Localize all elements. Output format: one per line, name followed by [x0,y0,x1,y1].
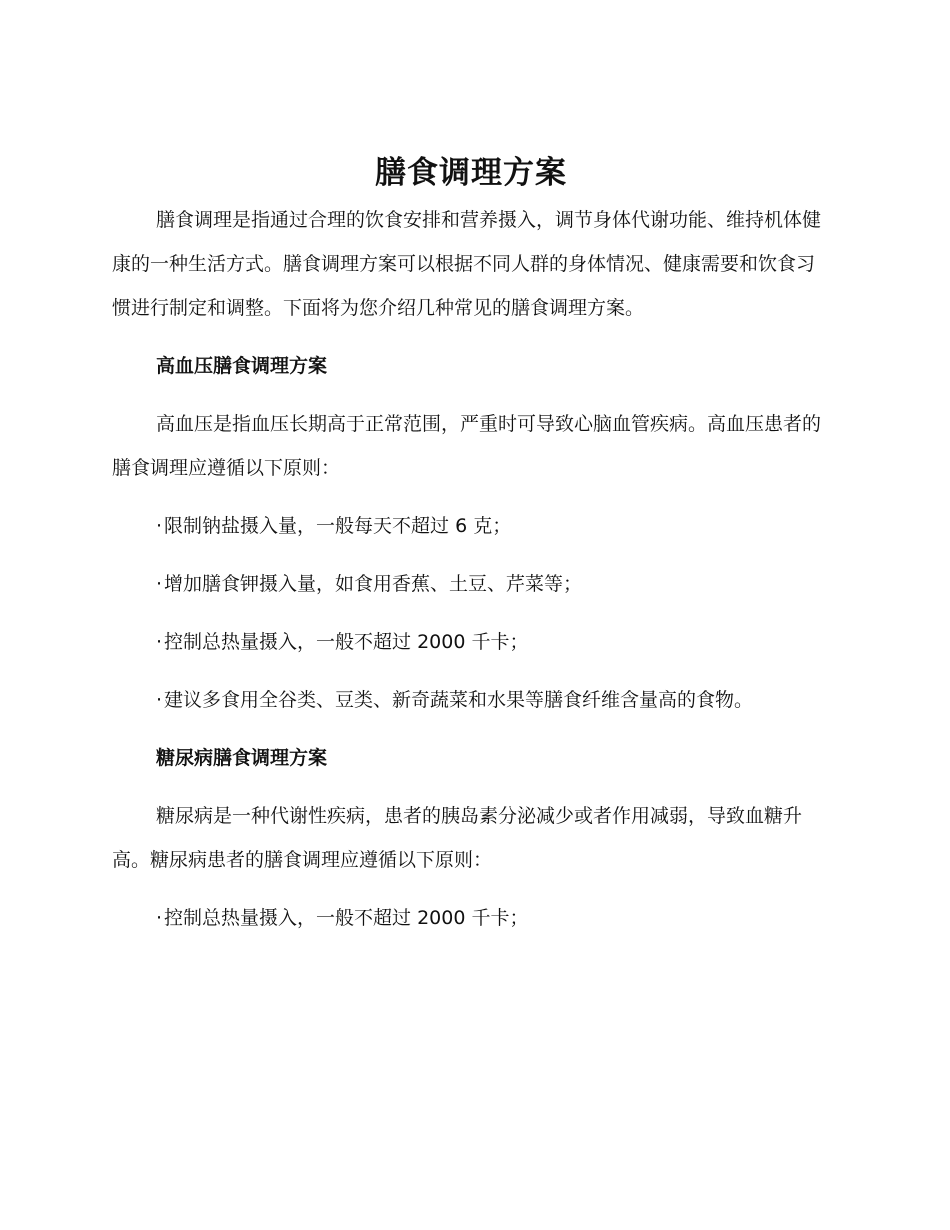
section-heading: 高血压膳食调理方案 [156,355,328,377]
bullet-icon: · [156,631,163,653]
list-item [112,620,830,664]
list-item [112,562,830,606]
section-diabetes [112,736,830,940]
list-item-text: 建议多食用全谷类、豆类、新奇蔬菜和水果等膳食纤维含量高的食物。 [164,689,754,711]
bullet-icon: · [156,573,163,595]
list-item-text: 控制总热量摄入，一般不超过 2000 千卡； [164,907,529,929]
list-item-text: 控制总热量摄入，一般不超过 2000 千卡； [164,631,529,653]
list-item-text: 增加膳食钾摄入量，如食用香蕉、土豆、芹菜等； [164,573,583,595]
section-paragraph: 糖尿病是一种代谢性疾病，患者的胰岛素分泌减少或者作用减弱，导致血糖升高。糖尿病患者的膳食调理应遵循以下原则： [112,805,803,871]
bullet-icon: · [156,689,163,711]
intro-paragraph: 膳食调理是指通过合理的饮食安排和营养摄入，调节身体代谢功能、维持机体健康的一种生活方式。膳食调理方案可以根据不同人群的身体情况、健康需要和饮食习惯进行制定和调整。下面将为您介绍几种常见的膳食调理方案。 [112,209,822,319]
section-paragraph: 高血压是指血压长期高于正常范围，严重时可导致心脑血管疾病。高血压患者的膳食调理应遵循以下原则： [112,413,822,479]
document-title: 膳食调理方案 [375,155,567,191]
list-item [112,896,830,940]
section-hypertension [112,344,830,722]
list-item [112,678,830,722]
list-item-text: 限制钠盐摄入量，一般每天不超过 6 克； [164,515,512,537]
bullet-icon: · [156,907,163,929]
section-heading: 糖尿病膳食调理方案 [156,747,328,769]
list-item [112,504,830,548]
bullet-icon: · [156,515,163,537]
